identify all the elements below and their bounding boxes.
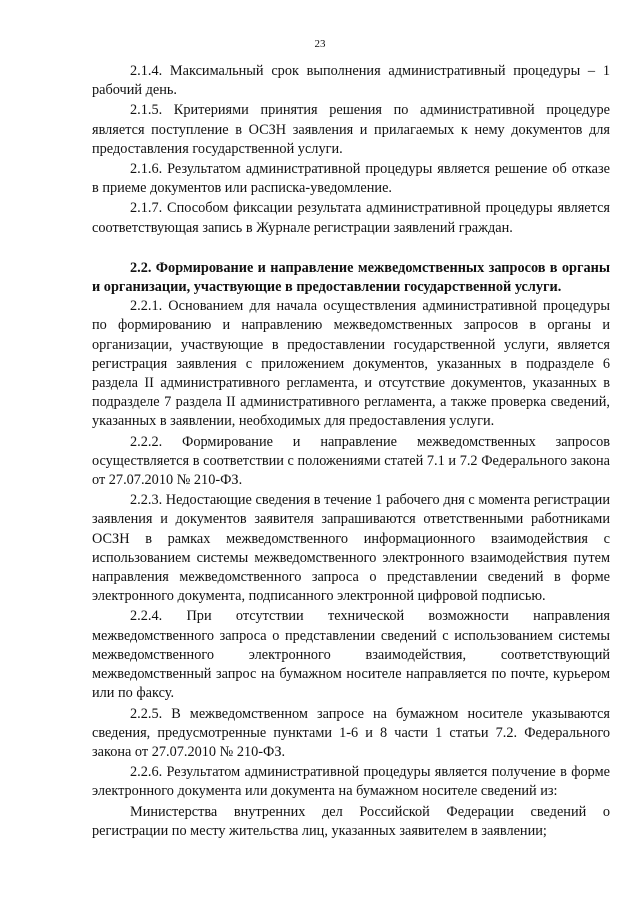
page-number: 23 xyxy=(314,38,326,50)
paragraph-2-1-7: 2.1.7. Способом фиксации результата административной процедуры является соответствующая запись в Журнале регистрации заявлений граждан. xyxy=(92,200,610,236)
paragraph-mvd-info: Министерства внутренних дел Российской Федерации сведений о регистрации по месту жительства лиц, указанных заявителем в заявлении; xyxy=(92,803,610,839)
paragraph-2-2-6: 2.2.6. Результатом административной процедуры является получение в форме электронного документа или документа на бумажном носителе сведений из: xyxy=(92,764,610,800)
paragraph-2-2-2: 2.2.2. Формирование и направление межведомственных запросов осуществляется в соответствии с положениями статей 7.1 и 7.2 Федерального закона от 27.07.2010 № 210-ФЗ. xyxy=(92,433,610,489)
paragraph-2-2-3: 2.2.3. Недостающие сведения в течение 1 рабочего дня с момента регистрации заявления и документов заявителя запрашиваются ответственными работниками ОСЗН в рамках межведомственного информационного взаимодействия с использованием системы межведомственного электронного взаимодействия путем направления межведомственного запроса о представлении сведений в форме электронного документа, подписанного электронной цифровой подписью. xyxy=(92,492,610,605)
paragraph-2-1-6: 2.1.6. Результатом административной процедуры является решение об отказе в приеме документов или расписка-уведомление. xyxy=(92,161,610,197)
paragraph-2-2-1: 2.2.1. Основанием для начала осуществления административной процедуры по формированию и направлению межведомственных запросов в органы и организации, участвующие в предоставлении государственной услуги, является регистрация заявления с приложением документов, указанных в подразделе 6 раздела II административного регламента, и отсутствие документов, указанных в подразделе 7 раздела II административного регламента, а также проверка сведений, указанных в заявлении, необходимых для предоставления услуги. xyxy=(92,298,610,430)
paragraph-2-2-4: 2.2.4. При отсутствии технической возможности направления межведомственного запроса о представлении сведений с использованием системы межведомственного электронного взаимодействия, соответствующий межведомственный запрос на бумажном носителе направляется по почте, курьером или по факсу. xyxy=(92,608,610,702)
paragraph-2-2-5: 2.2.5. В межведомственном запросе на бумажном носителе указываются сведения, предусмотренные пунктами 1-6 и 8 части 1 статьи 7.2. Федерального закона от 27.07.2010 № 210-ФЗ. xyxy=(92,705,610,760)
section-heading-2-2: 2.2. Формирование и направление межведомственных запросов в органы и организации, участвующие в предоставлении государственной услуги. xyxy=(92,259,610,296)
paragraph-2-1-5: 2.1.5. Критериями принятия решения по административной процедуре является поступление в ОСЗН заявления и прилагаемых к нему документов для предоставления государственной услуги. xyxy=(92,102,610,157)
page-content xyxy=(92,62,610,842)
paragraph-2-1-4: 2.1.4. Максимальный срок выполнения административный процедуры – 1 рабочий день. xyxy=(92,63,610,99)
